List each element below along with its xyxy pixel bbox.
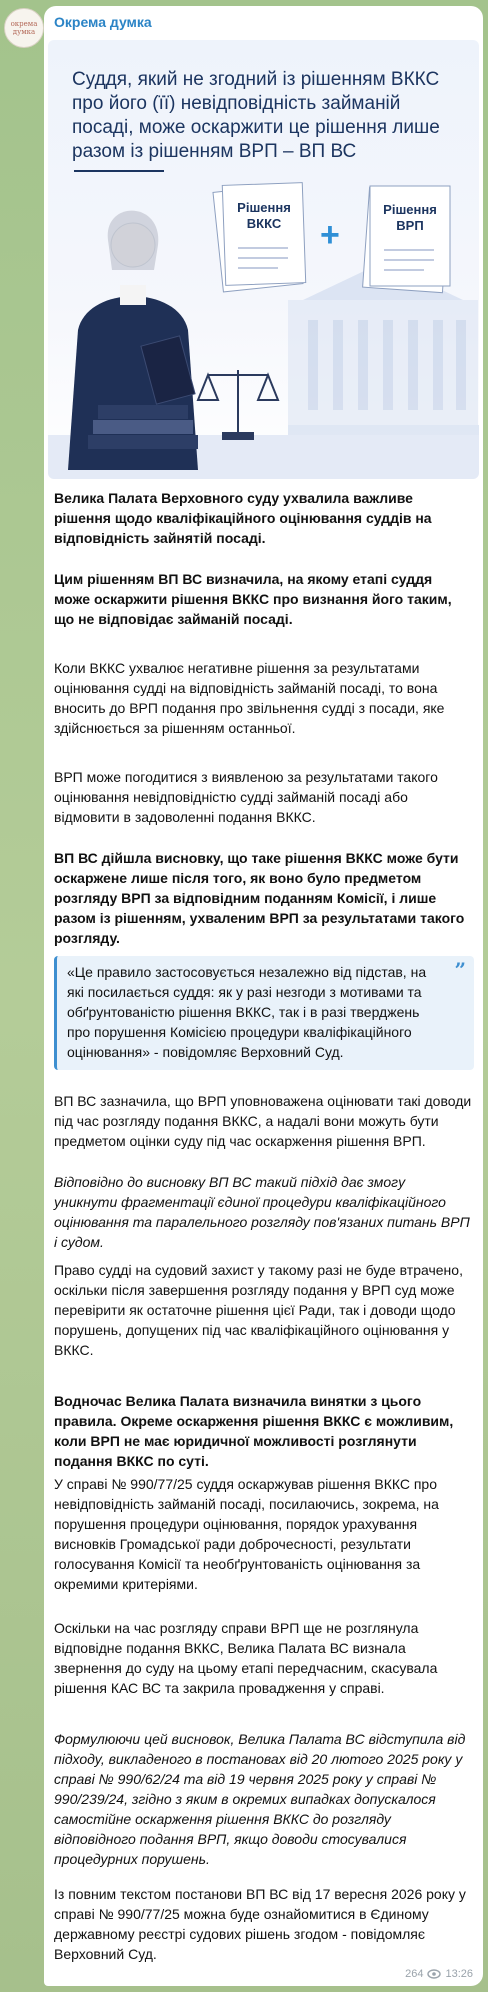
doc2-label-line1: Рішення xyxy=(383,202,437,217)
message-bubble xyxy=(44,6,483,1986)
eye-icon xyxy=(427,1969,441,1979)
quote-block xyxy=(54,956,474,1070)
paragraph-7: Відповідно до висновку ВП ВС такий підхід дає змогу уникнути фрагментації єдиної процедури кваліфікаційного оцінювання та паралельного розгляду пов'язаних питань ВРП і судом. xyxy=(54,1174,470,1250)
avatar-text-1: окрема xyxy=(10,20,38,28)
paragraph-9: Водночас Велика Палата визначила винятки з цього правила. Окреме оскарження рішення ВККС є можливим, коли ВРП не має юридичної можливості розглянути подання ВККС по суті. xyxy=(54,1393,454,1469)
paragraph-2: Цим рішенням ВП ВС визначила, на якому етапі суддя може оскаржити рішення ВККС про визнання його таким, що не відповідає займаній посаді. xyxy=(54,571,452,627)
image-illustration xyxy=(48,40,479,479)
scales-icon xyxy=(198,370,278,439)
channel-name[interactable]: Окрема думка xyxy=(54,14,152,30)
paragraph-13: Із повним текстом постанови ВП ВС від 17 вересня 2026 року у справі № 990/77/25 можна буде ознайомитися в Єдиному державному реєстрі судових рішень згодом - повідомляє Верховний Суд. xyxy=(54,1886,466,1962)
books-icon xyxy=(88,405,198,449)
plus-sign: + xyxy=(320,216,340,254)
paragraph-8: Право судді на судовий захист у такому разі не буде втрачено, оскільки після завершення розгляду подання у ВРП суд може перевірити як остаточне рішення цієї Ради, так і доводи щодо порушень, допущених під час кваліфікаційного оцінювання у ВККС. xyxy=(54,1262,463,1358)
image-title: Суддя, який не згодний із рішенням ВККС про його (її) невідповідність займаній посаді, може оскаржити це рішення лише разом із рішенням ВРП – ВП ВС xyxy=(72,69,440,162)
paragraph-4: ВРП може погодитися з виявленою за результатами такого оцінювання невідповідністю судді займаній посаді або відмовити в задоволенні подання ВККС. xyxy=(54,769,438,825)
doc1-label-line1: Рішення xyxy=(237,200,291,215)
paragraph-3: Коли ВККС ухвалює негативне рішення за результатами оцінювання судді на відповідність займаній посаді, то вона вносить до ВРП подання про звільнення судді з посади, яке здійснюється за рішенням останньої. xyxy=(54,660,445,736)
message-time: 13:26 xyxy=(445,1968,473,1980)
paragraph-11: Оскільки на час розгляду справи ВРП ще не розглянула відповідне подання ВККС, Велика Палата ВС визнала звернення до суду на цьому етапі передчасним, скасувала рішення КАС ВС та закрила провадження у справі. xyxy=(54,1620,438,1696)
quote-icon: ” xyxy=(454,958,466,982)
views-count: 264 xyxy=(405,1968,424,1980)
doc2-label xyxy=(380,202,440,234)
paragraph-12: Формулюючи цей висновок, Велика Палата ВС відступила від підходу, викладеного в постановах від 20 лютого 2025 року у справі № 990/62/24 та від 19 червня 2025 року у справі № 990/239/24, згідно з яким в окремих випадках допускалося самостійне оскарження рішення ВККС до розгляду відповідного подання ВРП, якщо доводи стосувалися процедурних порушень. xyxy=(54,1731,466,1867)
doc1-label xyxy=(234,200,294,232)
channel-avatar[interactable] xyxy=(4,8,44,48)
quote-text: «Це правило застосовується незалежно від підстав, на які посилається суддя: як у разі незгоди з мотивами та обґрунтованістю рішення ВККС, так і в разі тверджень про порушення Комісією процедури кваліфікаційного оцінювання» - повідомляє Верховний Суд. xyxy=(67,964,427,1060)
paragraph-6: ВП ВС зазначила, що ВРП уповноважена оцінювати такі доводи під час розгляду подання ВККС, а надалі вони можуть бути предметом оцінки суду під час оскарження рішення ВРП. xyxy=(54,1093,472,1149)
doc2-label-line2: ВРП xyxy=(396,218,424,233)
paragraph-10: У справі № 990/77/25 суддя оскаржував рішення ВККС про невідповідність займаній посаді, посилаючись, зокрема, на порушення процедури оцінювання, порядок урахування висновків Громадської ради доброчесності, результати голосування Комісії та необґрунтованість оцінювання за окремими критеріями. xyxy=(54,1476,439,1592)
avatar-text-2: думка xyxy=(12,28,36,36)
doc1-label-line2: ВККС xyxy=(246,216,282,231)
message-meta xyxy=(405,1968,473,1980)
paragraph-1: Велика Палата Верховного суду ухвалила важливе рішення щодо кваліфікаційного оцінювання суддів на відповідність зайнятій посаді. xyxy=(54,490,432,546)
paragraph-5: ВП ВС дійшла висновку, що таке рішення ВККС може бути оскаржене лише після того, як воно було предметом розгляду ВРП за відповідним поданням Комісії, і лише разом із рішенням, ухваленим ВРП за результатами такого розгляду. xyxy=(54,850,465,946)
post-image[interactable] xyxy=(48,40,479,479)
